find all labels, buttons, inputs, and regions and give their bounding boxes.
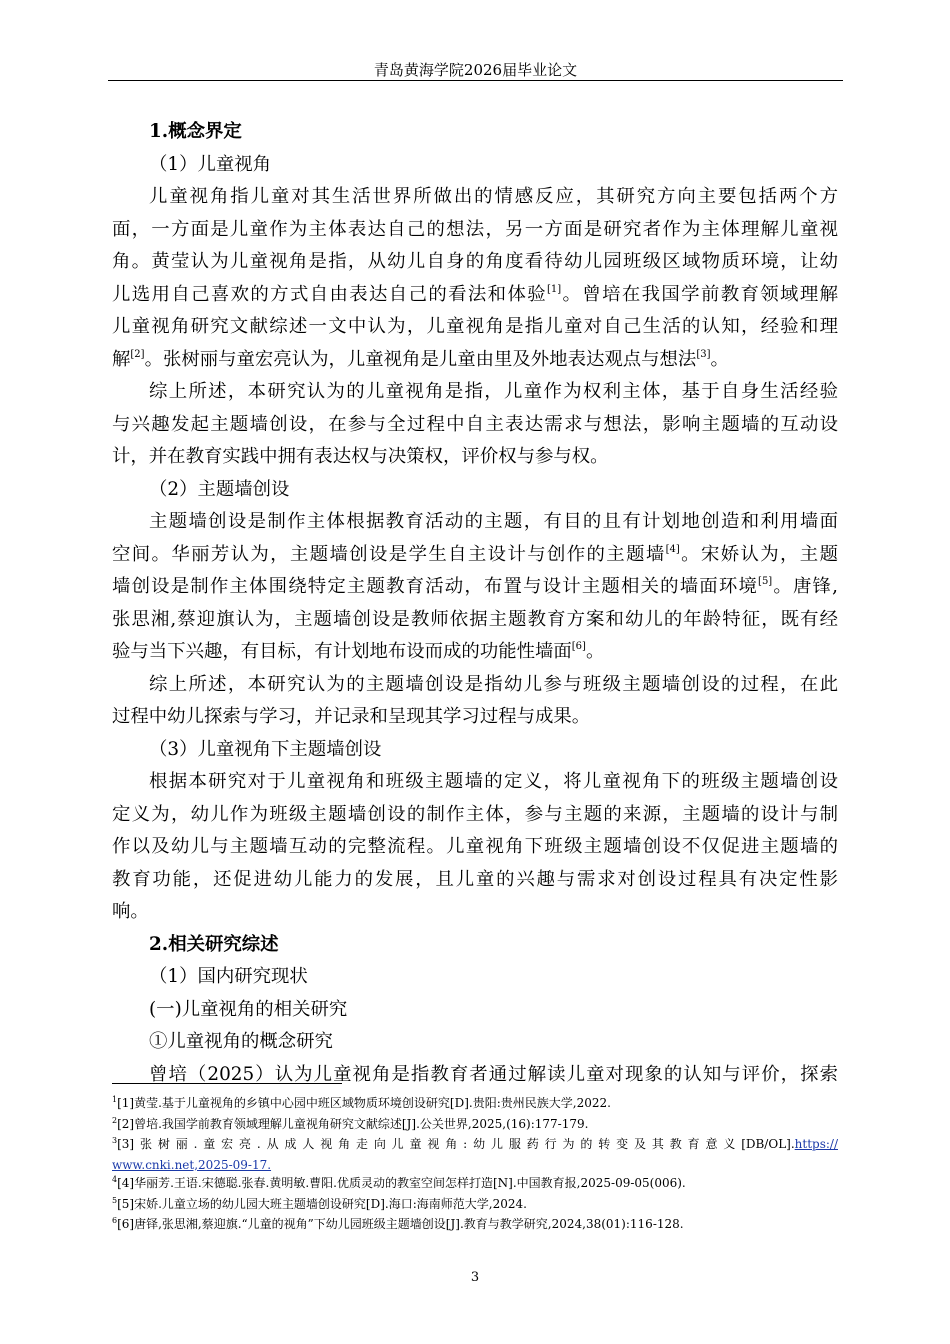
text-segment: 验与当下兴趣，有目标，有计划地布设而成的功能性墙面 xyxy=(112,641,572,662)
subsection-title: （3）儿童视角下主题墙创设 xyxy=(149,738,382,760)
footnote-item xyxy=(112,1135,838,1156)
citation-marker[interactable]: [2] xyxy=(130,348,145,360)
paragraph-line: 响。 xyxy=(112,901,149,922)
paragraph-line xyxy=(112,539,838,572)
subsection-title: ①儿童视角的概念研究 xyxy=(149,1031,333,1052)
text-segment: 空间。华丽芳认为，主题墙创设是学生自主设计与创作的主题墙 xyxy=(112,543,666,565)
paragraph-line: 面，一方面是儿童作为主体表达自己的想法，另一方面是研究者作为主体理解儿童视 xyxy=(112,218,838,240)
paragraph-line: 儿童视角研究文献综述一文中认为，儿童视角是指儿童对自己生活的认知，经验和理 xyxy=(112,316,838,337)
page-body xyxy=(112,116,838,1091)
footnote-item xyxy=(112,1115,838,1136)
paragraph-line xyxy=(112,571,838,604)
text-segment: 。曾培在我国学前教育领域理解 xyxy=(561,283,838,305)
paragraph-line: 综上所述，本研究认为的主题墙创设是指幼儿参与班级主题墙创设的过程，在此 xyxy=(149,673,838,695)
section-heading: 1.概念界定 xyxy=(149,121,242,142)
footnote-mark: 1 xyxy=(112,1095,118,1104)
subsection-title: （1）儿童视角 xyxy=(149,153,272,175)
footnote-text: [5]宋娇.儿童立场的幼儿园大班主题墙创设研究[D].海口:海南师范大学,2024. xyxy=(117,1196,527,1211)
citation-marker[interactable]: [1] xyxy=(547,283,562,295)
text-segment: 。 xyxy=(710,348,729,370)
footnote-item xyxy=(112,1094,838,1115)
footnote-text: [3]张树丽.童宏亮.从成人视角走向儿童视角:幼儿服药行为的转变及其教育意义[DB/OL]. xyxy=(117,1137,795,1151)
paragraph-line: 曾培（2025）认为儿童视角是指教育者通过解读儿童对现象的认知与评价，探索 xyxy=(149,1063,838,1085)
footnote-link[interactable]: www.cnki.net,2025-09-17. xyxy=(112,1157,272,1172)
text-segment: 墙创设是制作主体围绕特定主题教育活动，布置与设计主题相关的墙面环境 xyxy=(112,576,759,597)
text-segment: 。 xyxy=(585,641,605,662)
text-segment: 儿选用自己喜欢的方式自由表达自己的看法和体验 xyxy=(112,283,547,305)
paragraph-line: 主题墙创设是制作主体根据教育活动的主题，有目的且有计划地创造和利用墙面 xyxy=(149,511,838,532)
footnote-item xyxy=(112,1195,838,1216)
section-heading: 2.相关研究综述 xyxy=(149,933,279,955)
text-segment: 。张树丽与童宏亮认为，儿童视角是儿童由里及外地表达观点与想法 xyxy=(144,348,697,370)
text-segment: 解 xyxy=(112,348,131,370)
footnote-link[interactable]: https:// xyxy=(794,1137,838,1151)
text-segment: 。宋娇认为，主题 xyxy=(679,543,838,565)
footnotes xyxy=(112,1094,838,1236)
paragraph-line xyxy=(112,344,838,377)
footnote-mark: 4 xyxy=(112,1175,118,1184)
citation-marker[interactable]: [6] xyxy=(571,641,586,652)
footnote-item xyxy=(112,1215,838,1236)
footnote-item xyxy=(112,1156,838,1175)
paragraph-line xyxy=(112,636,838,669)
footnote-mark: 2 xyxy=(112,1115,118,1125)
footnote-mark: 6 xyxy=(112,1216,118,1225)
paragraph-line: 综上所述，本研究认为的儿童视角是指，儿童作为权利主体，基于自身生活经验 xyxy=(149,381,838,402)
citation-marker[interactable]: [4] xyxy=(665,543,680,555)
subsection-title: （1）国内研究现状 xyxy=(149,966,308,987)
paragraph-line: 根据本研究对于儿童视角和班级主题墙的定义，将儿童视角下的班级主题墙创设 xyxy=(149,771,838,792)
paragraph-line: 张思湘,蔡迎旗认为，主题墙创设是教师依据主题教育方案和幼儿的年龄特征，既有经 xyxy=(112,608,838,630)
footnote-item xyxy=(112,1174,838,1195)
paragraph-line: 计，并在教育实践中拥有表达权与决策权，评价权与参与权。 xyxy=(112,446,609,467)
footnote-mark: 3 xyxy=(112,1136,118,1145)
text-segment: 。唐锋, xyxy=(772,576,838,597)
header-rule xyxy=(108,80,843,81)
footnote-text: [6]唐铎,张思湘,蔡迎旗.“儿童的视角”下幼儿园班级主题墙创设[J].教育与教学研究,2024,38(01):116-128. xyxy=(117,1217,684,1231)
subsection-title: （2）主题墙创设 xyxy=(149,478,290,500)
footnote-text: [4]华丽芳.王语.宋德聪.张春.黄明敏.曹阳.优质灵动的教室空间怎样打造[N].中国教育报,2025-09-05(006). xyxy=(117,1176,686,1190)
footnote-separator xyxy=(112,1083,342,1084)
paragraph-line: 教育功能，还促进幼儿能力的发展，且儿童的兴趣与需求对创设过程具有决定性影 xyxy=(112,868,838,890)
citation-marker[interactable]: [3] xyxy=(696,348,711,360)
paragraph-line: 过程中幼儿探索与学习，并记录和呈现其学习过程与成果。 xyxy=(112,706,591,727)
paragraph-line: 儿童视角指儿童对其生活世界所做出的情感反应，其研究方向主要包括两个方 xyxy=(149,186,838,207)
page-number: 3 xyxy=(470,1270,480,1285)
subsection-title: (一)儿童视角的相关研究 xyxy=(149,998,348,1020)
footnote-text: [1]黄莹.基于儿童视角的乡镇中心园中班区域物质环境创设研究[D].贵阳:贵州民族大学,2022. xyxy=(117,1096,611,1110)
paragraph-line: 角。黄莹认为儿童视角是指，从幼儿自身的角度看待幼儿园班级区域物质环境，让幼 xyxy=(112,251,838,272)
paragraph-line: 作以及幼儿与主题墙互动的完整流程。儿童视角下班级主题墙创设不仅促进主题墙的 xyxy=(112,836,838,857)
footnote-mark: 5 xyxy=(112,1195,118,1205)
page-header: 青岛黄海学院2026届毕业论文 xyxy=(373,61,578,79)
paragraph-line: 定义为，幼儿作为班级主题墙创设的制作主体，参与主题的来源，主题墙的设计与制 xyxy=(112,803,838,825)
paragraph-line xyxy=(112,279,838,312)
footnote-text: [2]曾培.我国学前教育领域理解儿童视角研究文献综述[J].公关世界,2025,(16):177-179. xyxy=(117,1116,589,1131)
paragraph-line: 与兴趣发起主题墙创设，在参与全过程中自主表达需求与想法，影响主题墙的互动设 xyxy=(112,413,838,435)
citation-marker[interactable]: [5] xyxy=(758,576,773,587)
